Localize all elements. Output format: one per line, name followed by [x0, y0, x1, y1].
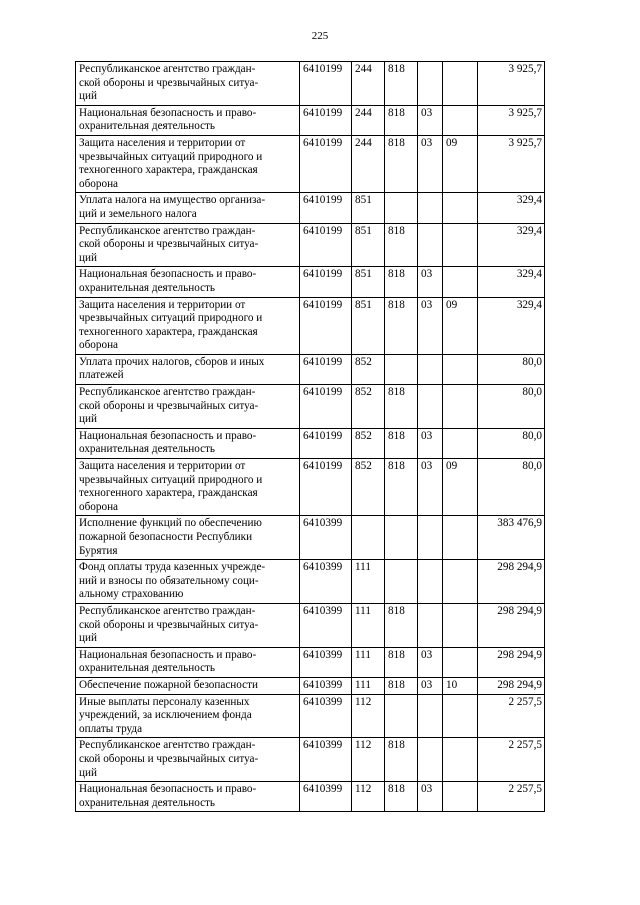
row-description — [76, 694, 300, 738]
budget-table-body — [76, 62, 545, 812]
section-code — [418, 694, 443, 738]
department-code: 818 — [385, 105, 418, 135]
subsection-code: 09 — [443, 459, 478, 516]
department-code: 818 — [385, 677, 418, 694]
section-code: 03 — [418, 428, 443, 458]
department-code: 818 — [385, 647, 418, 677]
row-description — [76, 738, 300, 782]
subsection-code — [443, 560, 478, 604]
description-line: Защита населения и территории от — [79, 136, 246, 149]
subsection-code — [443, 647, 478, 677]
target-article-code: 6410199 — [300, 428, 352, 458]
department-code: 818 — [385, 603, 418, 647]
budget-table — [75, 61, 545, 812]
target-article-code: 6410399 — [300, 694, 352, 738]
description-line: Национальная безопасность и право- — [79, 268, 257, 281]
department-code: 818 — [385, 428, 418, 458]
row-description — [76, 560, 300, 604]
description-line: Фонд оплаты труда казенных учрежде- — [79, 561, 266, 574]
description-line: ской обороны и чрезвычайных ситуа- — [79, 238, 259, 251]
subsection-code: 10 — [443, 677, 478, 694]
row-description — [76, 354, 300, 384]
description-line: Национальная безопасность и право- — [79, 648, 257, 661]
section-code — [418, 738, 443, 782]
table-row — [76, 603, 545, 647]
description-line: Республиканское агентство граждан- — [79, 63, 256, 75]
department-code — [385, 694, 418, 738]
section-code — [418, 560, 443, 604]
description-line: ской обороны и чрезвычайных ситуа- — [79, 76, 259, 89]
department-code: 818 — [385, 459, 418, 516]
description-line: Республиканское агентство граждан- — [79, 386, 256, 399]
expense-type-code: 244 — [352, 135, 385, 192]
expense-type-code: 244 — [352, 105, 385, 135]
target-article-code: 6410399 — [300, 782, 352, 812]
table-row — [76, 782, 545, 812]
description-line: охранительная деятельность — [79, 796, 216, 809]
description-line: Исполнение функций по обеспечению — [79, 517, 262, 530]
section-code: 03 — [418, 135, 443, 192]
description-line: техногенного характера, гражданская — [79, 487, 258, 500]
table-row — [76, 105, 545, 135]
target-article-code: 6410199 — [300, 105, 352, 135]
description-line: ской обороны и чрезвычайных ситуа- — [79, 618, 259, 631]
department-code: 818 — [385, 385, 418, 429]
section-code — [418, 603, 443, 647]
subsection-code — [443, 105, 478, 135]
department-code: 818 — [385, 267, 418, 297]
department-code — [385, 354, 418, 384]
table-row — [76, 267, 545, 297]
target-article-code: 6410199 — [300, 135, 352, 192]
expense-type-code: 112 — [352, 694, 385, 738]
description-line: ций — [79, 766, 97, 779]
row-description — [76, 677, 300, 694]
row-description — [76, 223, 300, 267]
department-code: 818 — [385, 782, 418, 812]
description-line: Иные выплаты персоналу казенных — [79, 695, 250, 708]
subsection-code — [443, 385, 478, 429]
target-article-code: 6410399 — [300, 677, 352, 694]
row-description — [76, 135, 300, 192]
table-row — [76, 62, 545, 106]
amount: 80,0 — [478, 428, 545, 458]
description-line: Национальная безопасность и право- — [79, 783, 257, 796]
expense-type-code: 851 — [352, 267, 385, 297]
row-description — [76, 428, 300, 458]
subsection-code: 09 — [443, 297, 478, 354]
amount: 2 257,5 — [478, 738, 545, 782]
description-line: оборона — [79, 177, 119, 190]
section-code: 03 — [418, 105, 443, 135]
target-article-code: 6410199 — [300, 459, 352, 516]
target-article-code: 6410399 — [300, 560, 352, 604]
description-line: охранительная деятельность — [79, 662, 216, 675]
target-article-code: 6410199 — [300, 297, 352, 354]
row-description — [76, 105, 300, 135]
table-row — [76, 738, 545, 782]
amount: 2 257,5 — [478, 694, 545, 738]
description-line: ской обороны и чрезвычайных ситуа- — [79, 752, 259, 765]
section-code: 03 — [418, 782, 443, 812]
description-line: ций — [79, 632, 97, 645]
subsection-code — [443, 267, 478, 297]
section-code — [418, 385, 443, 429]
amount: 80,0 — [478, 385, 545, 429]
table-row — [76, 694, 545, 738]
department-code — [385, 560, 418, 604]
table-row — [76, 459, 545, 516]
expense-type-code: 112 — [352, 782, 385, 812]
target-article-code: 6410199 — [300, 223, 352, 267]
table-row — [76, 354, 545, 384]
section-code: 03 — [418, 647, 443, 677]
description-line: Защита населения и территории от — [79, 298, 246, 311]
target-article-code: 6410399 — [300, 647, 352, 677]
row-description — [76, 267, 300, 297]
expense-type-code: 851 — [352, 297, 385, 354]
section-code: 03 — [418, 677, 443, 694]
subsection-code — [443, 193, 478, 223]
expense-type-code: 852 — [352, 385, 385, 429]
description-line: учреждений, за исключением фонда — [79, 709, 252, 722]
target-article-code: 6410199 — [300, 267, 352, 297]
description-line: альному страхованию — [79, 588, 184, 601]
description-line: ний и взносы по обязательному соци- — [79, 574, 259, 587]
amount: 298 294,9 — [478, 677, 545, 694]
amount: 298 294,9 — [478, 603, 545, 647]
row-description — [76, 782, 300, 812]
row-description — [76, 516, 300, 560]
expense-type-code: 111 — [352, 647, 385, 677]
description-line: охранительная деятельность — [79, 281, 216, 294]
section-code — [418, 516, 443, 560]
description-line: Национальная безопасность и право- — [79, 106, 257, 119]
table-row — [76, 297, 545, 354]
amount: 3 925,7 — [478, 62, 545, 106]
row-description — [76, 603, 300, 647]
department-code: 818 — [385, 738, 418, 782]
table-row — [76, 516, 545, 560]
subsection-code — [443, 428, 478, 458]
amount: 80,0 — [478, 459, 545, 516]
section-code: 03 — [418, 267, 443, 297]
description-line: оборона — [79, 500, 119, 513]
table-row — [76, 560, 545, 604]
table-row — [76, 223, 545, 267]
description-line: Республиканское агентство граждан- — [79, 739, 256, 752]
description-line: ций — [79, 251, 97, 264]
table-row — [76, 677, 545, 694]
subsection-code — [443, 694, 478, 738]
amount: 329,4 — [478, 223, 545, 267]
target-article-code: 6410399 — [300, 516, 352, 560]
expense-type-code: 852 — [352, 428, 385, 458]
section-code — [418, 62, 443, 106]
expense-type-code: 111 — [352, 677, 385, 694]
amount: 329,4 — [478, 193, 545, 223]
expense-type-code: 111 — [352, 603, 385, 647]
expense-type-code: 851 — [352, 193, 385, 223]
row-description — [76, 385, 300, 429]
subsection-code — [443, 738, 478, 782]
expense-type-code: 112 — [352, 738, 385, 782]
description-line: чрезвычайных ситуаций природного и — [79, 473, 263, 486]
expense-type-code: 852 — [352, 354, 385, 384]
subsection-code — [443, 354, 478, 384]
target-article-code: 6410399 — [300, 603, 352, 647]
expense-type-code — [352, 516, 385, 560]
amount: 298 294,9 — [478, 647, 545, 677]
table-row — [76, 647, 545, 677]
description-line: платежей — [79, 369, 124, 382]
target-article-code: 6410399 — [300, 738, 352, 782]
department-code: 818 — [385, 62, 418, 106]
table-row — [76, 193, 545, 223]
row-description — [76, 297, 300, 354]
description-line: ской обороны и чрезвычайных ситуа- — [79, 399, 259, 412]
description-line: оборона — [79, 339, 119, 352]
subsection-code — [443, 603, 478, 647]
page-number: 225 — [311, 30, 329, 42]
description-line: охранительная деятельность — [79, 443, 216, 456]
amount: 298 294,9 — [478, 560, 545, 604]
amount: 329,4 — [478, 267, 545, 297]
description-line: техногенного характера, гражданская — [79, 164, 258, 177]
description-line: оплаты труда — [79, 722, 143, 735]
description-line: Уплата налога на имущество организа- — [79, 194, 266, 207]
target-article-code: 6410199 — [300, 193, 352, 223]
row-description — [76, 193, 300, 223]
department-code — [385, 193, 418, 223]
amount: 2 257,5 — [478, 782, 545, 812]
amount: 3 925,7 — [478, 105, 545, 135]
section-code — [418, 354, 443, 384]
row-description — [76, 647, 300, 677]
description-line: Защита населения и территории от — [79, 460, 246, 473]
section-code — [418, 193, 443, 223]
description-line: техногенного характера, гражданская — [79, 325, 258, 338]
target-article-code: 6410199 — [300, 385, 352, 429]
department-code: 818 — [385, 223, 418, 267]
amount: 383 476,9 — [478, 516, 545, 560]
description-line: ций и земельного налога — [79, 207, 197, 220]
expense-type-code: 852 — [352, 459, 385, 516]
subsection-code — [443, 62, 478, 106]
subsection-code: 09 — [443, 135, 478, 192]
description-line: охранительная деятельность — [79, 120, 216, 133]
target-article-code: 6410199 — [300, 62, 352, 106]
description-line: Обеспечение пожарной безопасности — [79, 678, 259, 691]
expense-type-code: 111 — [352, 560, 385, 604]
description-line: Республиканское агентство граждан- — [79, 604, 256, 617]
subsection-code — [443, 223, 478, 267]
description-line: чрезвычайных ситуаций природного и — [79, 312, 263, 325]
description-line: Уплата прочих налогов, сборов и иных — [79, 355, 265, 368]
amount: 329,4 — [478, 297, 545, 354]
row-description — [76, 62, 300, 106]
row-description — [76, 459, 300, 516]
description-line: пожарной безопасности Республики — [79, 531, 253, 543]
department-code — [385, 516, 418, 560]
department-code: 818 — [385, 297, 418, 354]
section-code — [418, 223, 443, 267]
subsection-code — [443, 782, 478, 812]
description-line: Национальная безопасность и право- — [79, 429, 257, 442]
description-line: Бурятия — [79, 544, 118, 557]
amount: 80,0 — [478, 354, 545, 384]
section-code: 03 — [418, 459, 443, 516]
table-row — [76, 428, 545, 458]
description-line: ций — [79, 90, 97, 103]
subsection-code — [443, 516, 478, 560]
expense-type-code: 851 — [352, 223, 385, 267]
description-line: ций — [79, 413, 97, 426]
table-row — [76, 135, 545, 192]
section-code: 03 — [418, 297, 443, 354]
target-article-code: 6410199 — [300, 354, 352, 384]
amount: 3 925,7 — [478, 135, 545, 192]
table-row — [76, 385, 545, 429]
department-code: 818 — [385, 135, 418, 192]
description-line: Республиканское агентство граждан- — [79, 224, 256, 237]
description-line: чрезвычайных ситуаций природного и — [79, 150, 263, 163]
expense-type-code: 244 — [352, 62, 385, 106]
